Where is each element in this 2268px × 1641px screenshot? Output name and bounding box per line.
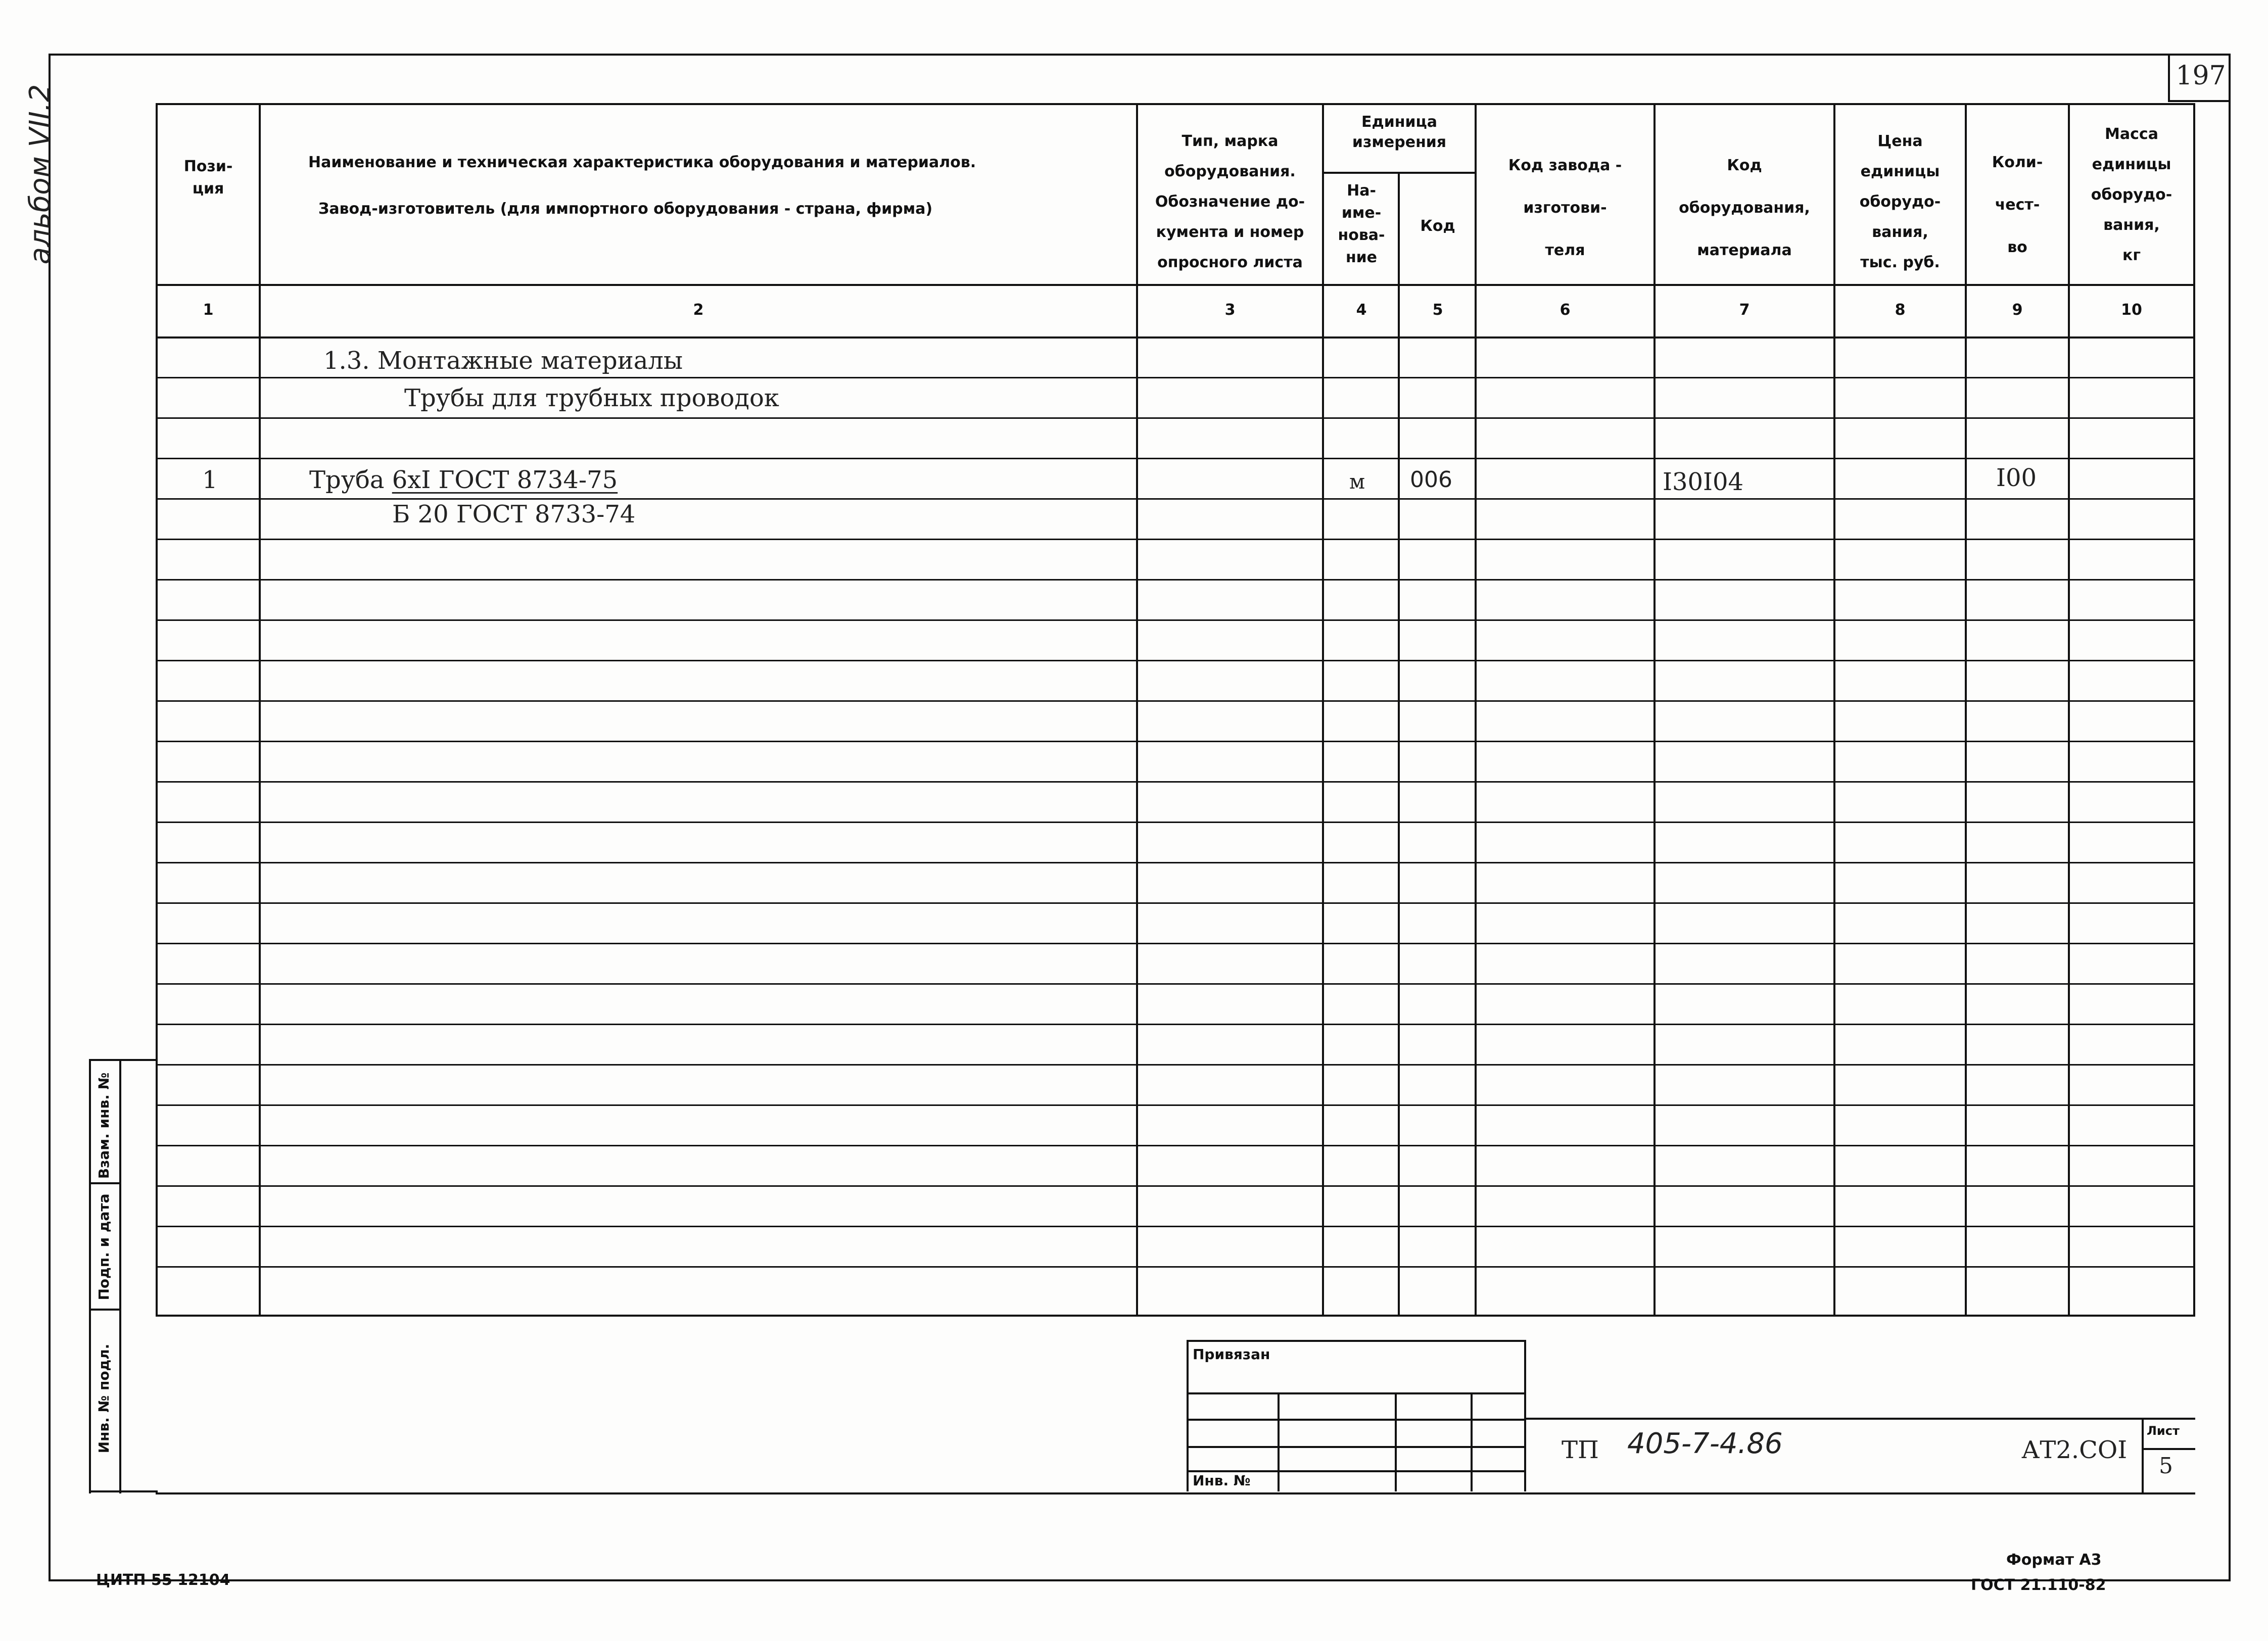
stamp-attached-left bbox=[1187, 1340, 1189, 1491]
header-type: Тип, марка оборудования. Обозначение до- кумента и номер опросного листа bbox=[1155, 132, 1305, 271]
stamp-attached-right bbox=[1524, 1340, 1526, 1491]
table-row-line bbox=[156, 1145, 2195, 1146]
gost-label: ГОСТ 21.110-82 bbox=[1971, 1576, 2106, 1594]
doc-prefix: ТП bbox=[1562, 1436, 1599, 1464]
table-row-line bbox=[156, 943, 2195, 944]
table-row-line bbox=[156, 377, 2195, 378]
col-line-9 bbox=[2068, 103, 2070, 1316]
item-unit-code: 006 bbox=[1410, 467, 1452, 493]
table-row-line bbox=[156, 539, 2195, 540]
table-top-line bbox=[156, 103, 2195, 105]
title-block-top bbox=[1524, 1418, 2195, 1420]
table-bottom-line bbox=[156, 1315, 2195, 1317]
col-number-3: 3 bbox=[1224, 301, 1236, 319]
item-position: 1 bbox=[202, 466, 218, 494]
footer-stamp-left: ЦИТП 55 12104 bbox=[96, 1571, 230, 1589]
section-subtitle: Трубы для трубных проводок bbox=[404, 384, 779, 412]
frame-right-line bbox=[2229, 54, 2231, 1581]
header-unit-group: Единица измерения bbox=[1352, 113, 1447, 151]
col-line-5 bbox=[1475, 103, 1477, 1316]
stamp-col-1 bbox=[1278, 1392, 1280, 1491]
margin-label-2: Подп. и дата bbox=[96, 1193, 112, 1300]
col-line-10 bbox=[2193, 103, 2195, 1316]
item-name bbox=[309, 465, 618, 495]
item-unit: м bbox=[1349, 470, 1365, 494]
table-row-line bbox=[156, 822, 2195, 823]
col-line-8 bbox=[1965, 103, 1967, 1316]
frame-bottom-line bbox=[49, 1579, 2231, 1581]
table-row-line bbox=[156, 781, 2195, 783]
table-row-line bbox=[156, 1064, 2195, 1066]
col-number-4: 4 bbox=[1356, 301, 1367, 319]
table-row-line bbox=[156, 619, 2195, 621]
header-mass: Масса единицы оборудо- вания, кг bbox=[2091, 125, 2172, 264]
stamp-col-2 bbox=[1395, 1392, 1397, 1491]
table-row-line bbox=[156, 902, 2195, 904]
col-line-4 bbox=[1398, 172, 1400, 1316]
stamp-attached-top bbox=[1187, 1340, 1526, 1342]
col-number-1: 1 bbox=[203, 301, 214, 319]
col-line-2 bbox=[1136, 103, 1138, 1316]
col-number-7: 7 bbox=[1739, 301, 1750, 319]
col-line-6 bbox=[1653, 103, 1656, 1316]
col-line-3 bbox=[1322, 103, 1324, 1316]
margin-strip-mid-line bbox=[119, 1059, 121, 1493]
margin-strip-bottom-line bbox=[89, 1490, 158, 1492]
col-number-2: 2 bbox=[693, 301, 704, 319]
stamp-attached-label: Привязан bbox=[1193, 1346, 1270, 1363]
title-block-bottom bbox=[156, 1492, 2195, 1494]
item-name-spec: 6хI ГОСТ 8734-75 bbox=[392, 466, 618, 494]
header-name-line1: Наименование и техническая характеристика оборудования и материалов. bbox=[308, 154, 976, 171]
table-row-line bbox=[156, 862, 2195, 863]
page-number-box-bottom bbox=[2168, 100, 2231, 102]
col-number-9: 9 bbox=[2012, 301, 2023, 319]
item-name-line2: Б 20 ГОСТ 8733-74 bbox=[392, 500, 636, 528]
page-number-box-left bbox=[2168, 54, 2170, 101]
table-row-line bbox=[156, 458, 2195, 459]
stamp-row-1 bbox=[1187, 1392, 1526, 1394]
col-number-6: 6 bbox=[1560, 301, 1571, 319]
col-number-10: 10 bbox=[2121, 301, 2142, 319]
margin-label-1: Инв. № подл. bbox=[96, 1343, 112, 1454]
item-name-prefix: Труба bbox=[309, 466, 385, 494]
sheet-number: 5 bbox=[2159, 1453, 2173, 1479]
doc-code: АТ2.СОI bbox=[2021, 1436, 2128, 1464]
stamp-inv-label: Инв. № bbox=[1193, 1472, 1251, 1489]
table-row-line bbox=[156, 417, 2195, 419]
title-block-sheet-row bbox=[2142, 1448, 2195, 1450]
col-number-8: 8 bbox=[1895, 301, 1906, 319]
header-price: Цена единицы оборудо- вания, тыс. руб. bbox=[1859, 132, 1941, 271]
col-line-7 bbox=[1833, 103, 1835, 1316]
format-label: Формат А3 bbox=[2006, 1551, 2102, 1569]
table-row-line bbox=[156, 1024, 2195, 1025]
table-row-line bbox=[156, 660, 2195, 661]
table-row-line bbox=[156, 1185, 2195, 1187]
header-plant-code: Код завода - изготови- теля bbox=[1508, 157, 1622, 259]
table-row-line bbox=[156, 983, 2195, 985]
doc-number: 405-7-4.86 bbox=[1627, 1427, 1783, 1460]
section-title: 1.3. Монтажные материалы bbox=[323, 347, 683, 375]
table-row-line bbox=[156, 741, 2195, 742]
table-row-line bbox=[156, 1226, 2195, 1227]
item-quantity: I00 bbox=[1996, 464, 2037, 492]
album-side-note: альбом VII.2 bbox=[24, 84, 57, 265]
table-row-line bbox=[156, 1266, 2195, 1268]
header-quantity: Коли- чест- во bbox=[1992, 154, 2043, 256]
frame-top-line bbox=[49, 54, 2231, 56]
header-equipment-code: Код оборудования, материала bbox=[1679, 157, 1810, 259]
col-line-0 bbox=[156, 103, 158, 1316]
title-block-sheet-divider bbox=[2142, 1418, 2144, 1493]
frame-left-line bbox=[49, 54, 51, 1581]
stamp-row-3 bbox=[1187, 1446, 1526, 1448]
stamp-row-2 bbox=[1187, 1419, 1526, 1421]
unit-group-divider bbox=[1324, 172, 1476, 174]
margin-label-3: Взам. инв. № bbox=[96, 1072, 112, 1179]
table-numbers-bottom-line bbox=[156, 336, 2195, 339]
item-material-code: I30I04 bbox=[1663, 468, 1744, 496]
table-header-bottom-line bbox=[156, 284, 2195, 286]
header-position: Пози- ция bbox=[183, 158, 233, 198]
header-unit-code: Код bbox=[1420, 217, 1455, 235]
sheet-label: Лист bbox=[2147, 1424, 2180, 1438]
col-number-5: 5 bbox=[1432, 301, 1443, 319]
table-row-line bbox=[156, 579, 2195, 581]
header-unit-name: На- име- нова- ние bbox=[1338, 182, 1385, 266]
page-number: 197 bbox=[2176, 61, 2226, 91]
table-row-line bbox=[156, 1104, 2195, 1106]
header-name-line2: Завод-изготовитель (для импортного оборудования - страна, фирма) bbox=[318, 200, 933, 218]
table-row-line bbox=[156, 700, 2195, 702]
stamp-col-3 bbox=[1471, 1392, 1473, 1491]
col-line-1 bbox=[259, 103, 261, 1316]
